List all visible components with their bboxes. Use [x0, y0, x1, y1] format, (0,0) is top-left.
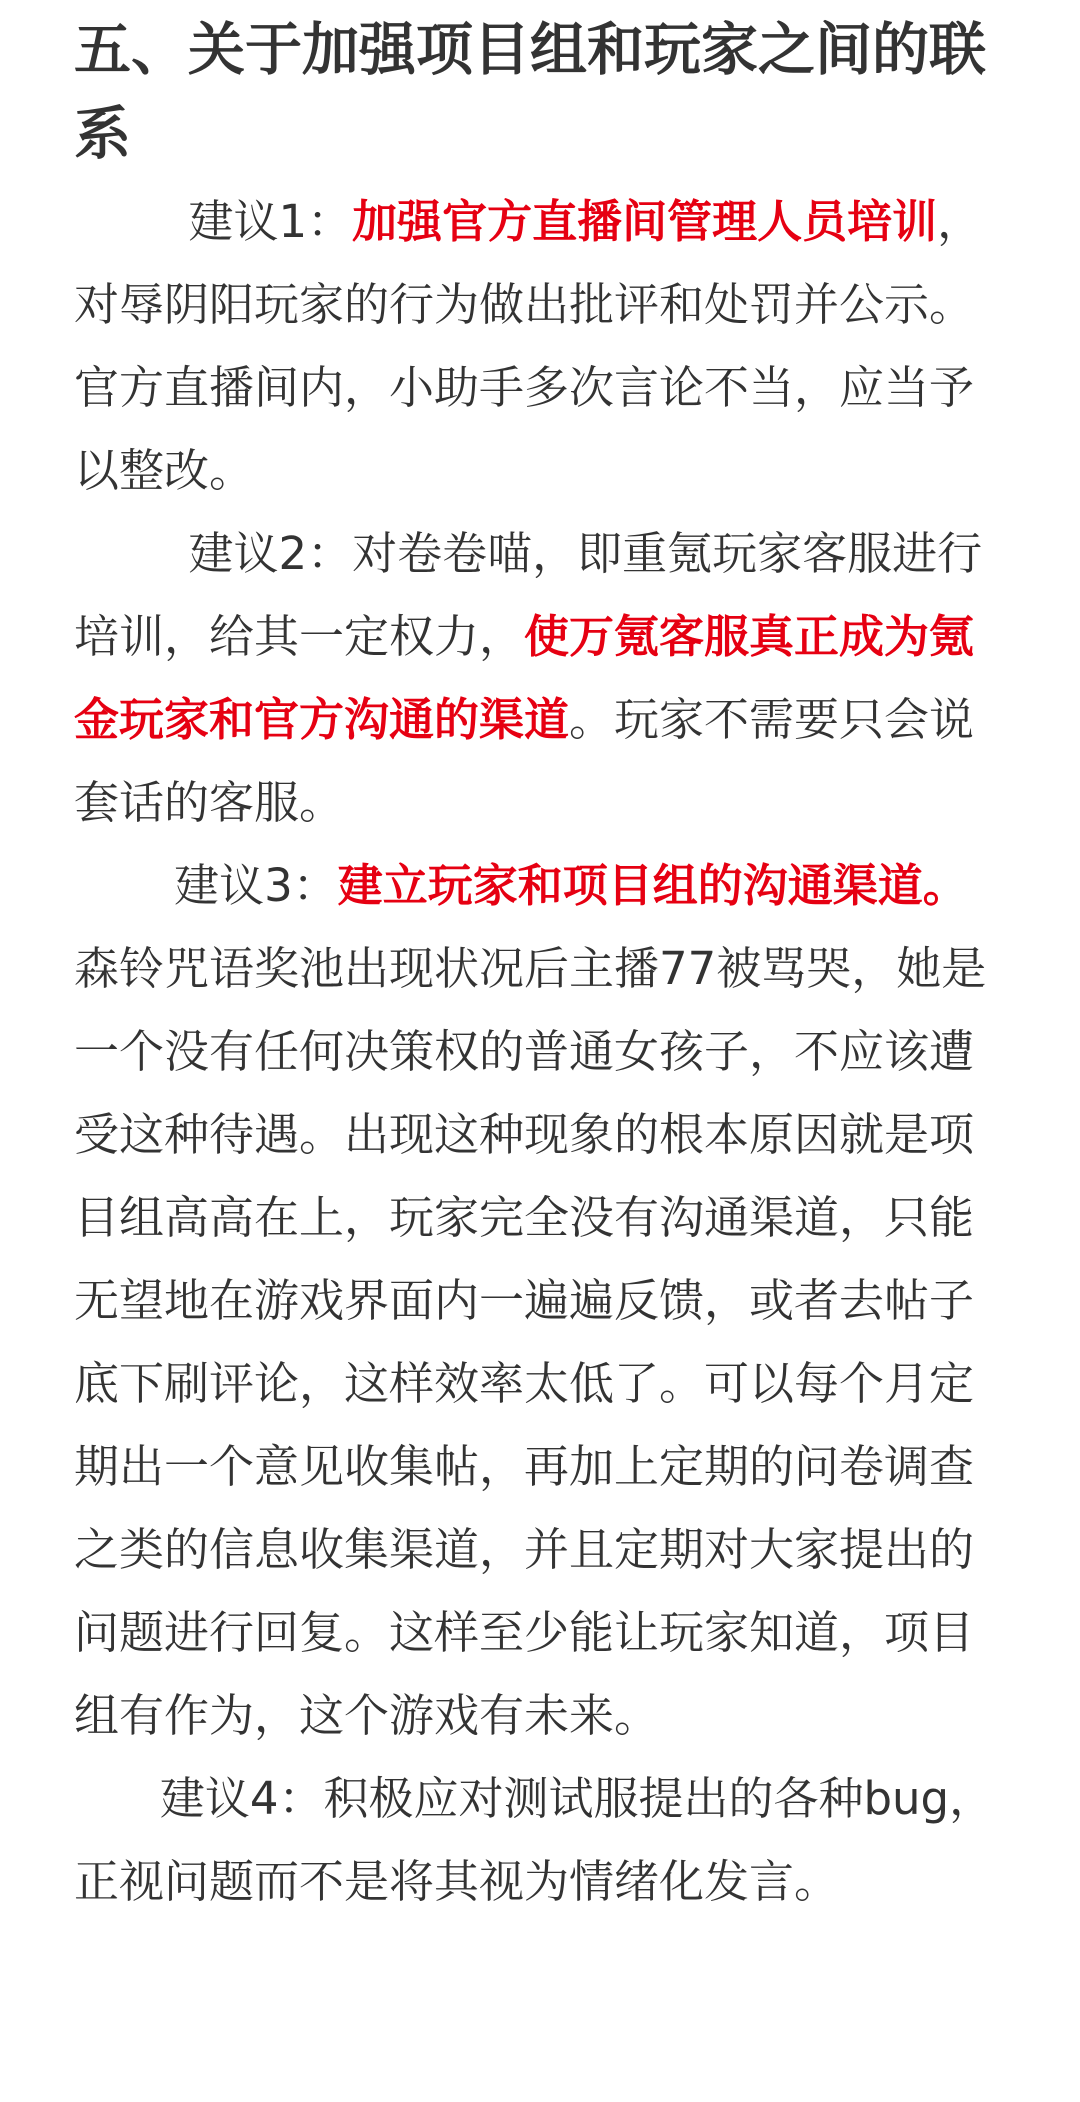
suggestion-4-text: 积极应对测试服提出的各种bug，正视问题而不是将其视为情绪化发言。	[74, 1772, 995, 1908]
suggestion-3-text: 森铃咒语奖池出现状况后主播77被骂哭，她是一个没有任何决策权的普通女孩子，不应该遭受这种待遇。出现这种现象的根本原因就是项目组高高在上，玩家完全没有沟通渠道，只能无望地在游戏界面内一遍遍反馈，或者去帖子底下刷评论，这样效率太低了。可以每个月定期出一个意见收集帖，再加上定期的问卷调查之类的信息收集渠道，并且定期对大家提出的问题进行回复。这样至少能让玩家知道，项目组有作为，这个游戏有未来。	[74, 942, 987, 1742]
section-title: 五、关于加强项目组和玩家之间的联系	[74, 17, 986, 167]
suggestion-1-label: 建议1：	[188, 195, 353, 248]
suggestion-2-indent	[74, 527, 188, 580]
suggestion-3-highlight: 建立玩家和项目组的沟通渠道。	[337, 859, 968, 912]
suggestion-2-highlight: 使万氪客服真正成为氪金玩家和官方沟通的渠道	[74, 610, 975, 746]
suggestion-2-text-after: 。玩家不需要只会说套话的客服。	[74, 693, 975, 829]
suggestion-4-indent	[74, 1772, 160, 1825]
suggestion-1-text: ，对辱阴阳玩家的行为做出批评和处罚并公示。官方直播间内，小助手多次言论不当，应当予以整改。	[74, 195, 983, 497]
suggestion-4-label: 建议4：	[159, 1772, 324, 1825]
suggestion-3-label: 建议3：	[174, 859, 338, 912]
suggestion-2-text-before: 对卷卷喵，即重氪玩家客服进行培训，给其一定权力，	[74, 527, 983, 663]
suggestion-2-label: 建议2：	[188, 527, 353, 580]
suggestion-1-indent	[74, 195, 188, 248]
suggestion-1-highlight: 加强官方直播间管理人员培训	[352, 195, 938, 248]
suggestion-2	[74, 512, 1004, 844]
suggestion-4	[74, 1757, 1004, 1923]
suggestion-1	[74, 180, 1004, 512]
suggestion-3	[74, 844, 1004, 1757]
suggestion-3-indent	[74, 859, 174, 912]
